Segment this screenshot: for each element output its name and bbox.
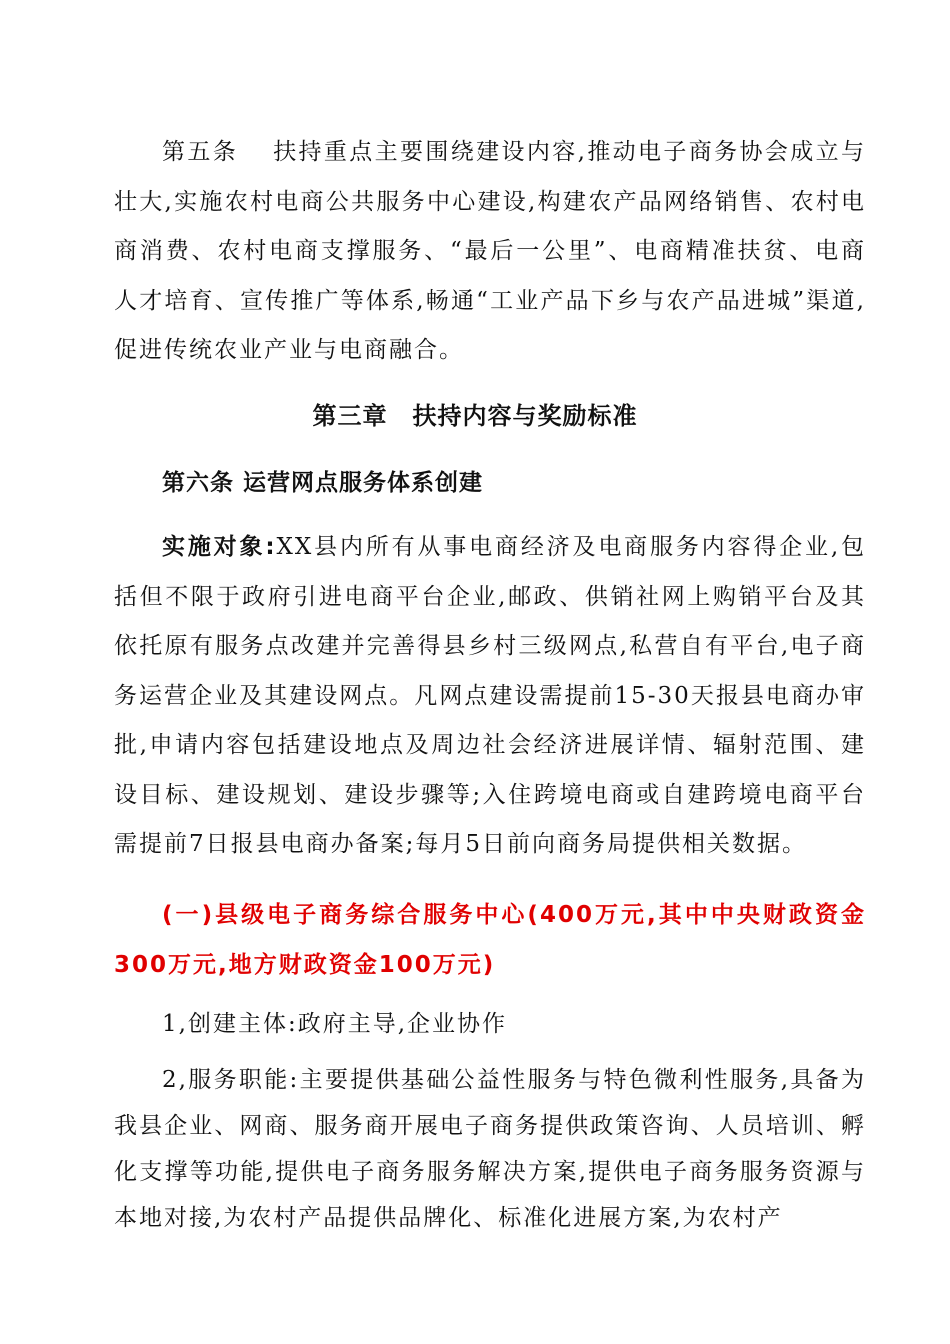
chapter-3-title: 第三章 扶持内容与奖励标准 <box>312 402 638 430</box>
item-2-text: 主要提供基础公益性服务与特色微利性服务,具备为我县企业、网商、服务商开展电子商务提供政策咨询、人员培训、孵化支撑等功能,提供电子商务服务解决方案,提供电子商务服务资源与本地对接,为农村产品提供品牌化、标准化进展方案,为农村产 <box>114 1067 867 1231</box>
section-1-title: (一)县级电子商务综合服务中心(400万元,其中中央财政资金300万元,地方财政资金100万元) <box>114 902 866 978</box>
article-5-text: 扶持重点主要围绕建设内容,推动电子商务协会成立与壮大,实施农村电商公共服务中心建设,构建农产品网络销售、农村电商消费、农村电商支撑服务、“最后一公里”、电商精准扶贫、电商人才培育、宣传推广等体系,畅通“工业产品下乡与农产品进城”渠道,促进传统农业产业与电商融合。 <box>114 139 867 363</box>
item-1-text: 政府主导,企业协作 <box>297 1011 508 1037</box>
target-label: 实施对象: <box>162 534 277 560</box>
article-5-label: 第五条 <box>162 139 239 165</box>
item-1-label: 1,创建主体: <box>162 1011 298 1037</box>
item-2-paragraph <box>114 1057 866 1241</box>
target-paragraph <box>114 523 866 870</box>
item-1-paragraph <box>114 1000 866 1050</box>
article-5-paragraph <box>114 128 866 376</box>
target-text: XX县内所有从事电商经济及电商服务内容得企业,包括但不限于政府引进电商平台企业,邮政、供销社网上购销平台及其依托原有服务点改建并完善得县乡村三级网点,私营自有平台,电子商务运营企业及其建设网点。凡网点建设需提前15-30天报县电商办审批,申请内容包括建设地点及周边社会经济进展详情、辐射范围、建设目标、建设规划、建设步骤等;入住跨境电商或自建跨境电商平台需提前7日报县电商办备案;每月5日前向商务局提供相关数据。 <box>114 534 866 857</box>
article-6-title: 第六条 运营网点服务体系创建 <box>162 470 484 496</box>
item-2-label: 2,服务职能: <box>162 1067 300 1093</box>
